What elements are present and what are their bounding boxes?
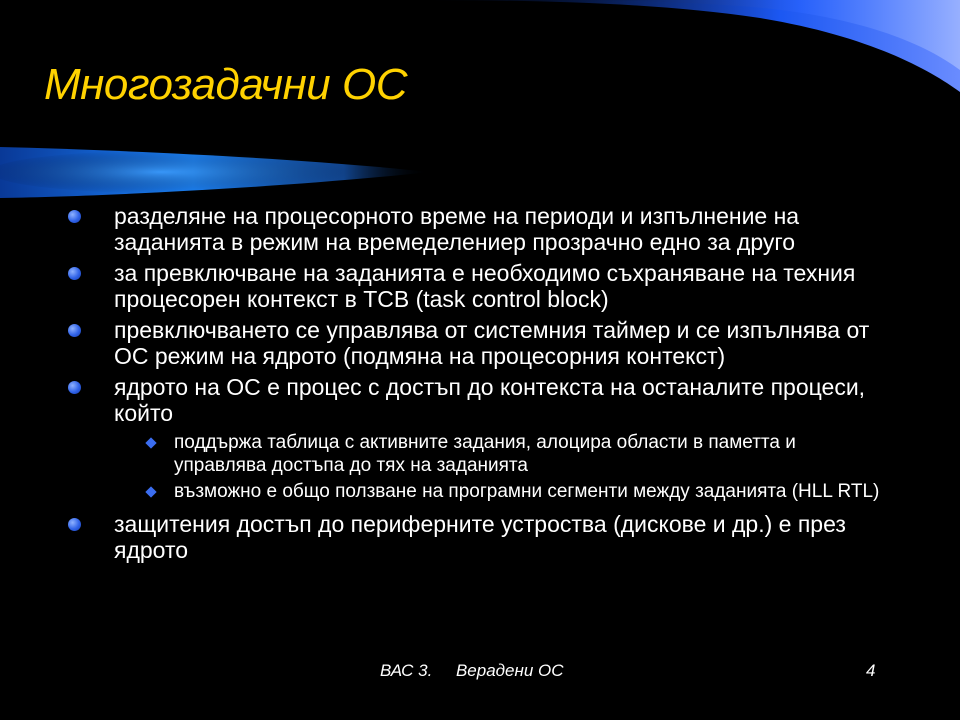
bullet-item [66, 374, 886, 426]
bullet-text: превключването се управлява от системния таймер и се изпълнява от ОС режим на ядрото (подмяна на процесорния контекст) [114, 317, 870, 369]
subbullet-text: възможно е общо ползване на програмни сегменти между заданията (HLL RTL) [174, 481, 880, 502]
blue-diamond-bullet-icon [145, 486, 156, 497]
blue-circle-bullet-icon [68, 267, 81, 280]
bullet-list [66, 203, 886, 568]
bullet-item [66, 317, 886, 369]
page-number: 4 [866, 661, 876, 680]
bullet-item [66, 511, 886, 563]
blue-diamond-bullet-icon [145, 437, 156, 448]
blue-circle-bullet-icon [68, 381, 81, 394]
bullet-item [66, 203, 886, 255]
bullet-text: за превключване на заданията е необходимо съхраняване на техния процесорен контекст в TCB (task control block) [114, 260, 856, 312]
bullet-text: разделяне на процесорното време на периоди и изпълнение на заданията в режим на времеделениер прозрачно едно за друго [114, 203, 800, 255]
bullet-item [66, 260, 886, 312]
blue-circle-bullet-icon [68, 324, 81, 337]
slide-title: Многозадачни ОС [44, 60, 407, 109]
blue-circle-bullet-icon [68, 210, 81, 223]
subbullet-text: поддържа таблица с активните задания, алоцира области в паметта и управлява достъпа до тях на заданията [174, 432, 796, 476]
blue-circle-bullet-icon [68, 518, 81, 531]
bullet-text: ядрото на ОС е процес с достъп до контекста на останалите процеси, който [114, 374, 866, 426]
subbullet-item [66, 431, 886, 477]
bullet-text: защитения достъп до периферните устроства (дискове и др.) е през ядрото [114, 511, 846, 563]
subbullet-item [66, 480, 886, 503]
footer-course: ВАС 3. Верадени ОС [380, 661, 564, 680]
